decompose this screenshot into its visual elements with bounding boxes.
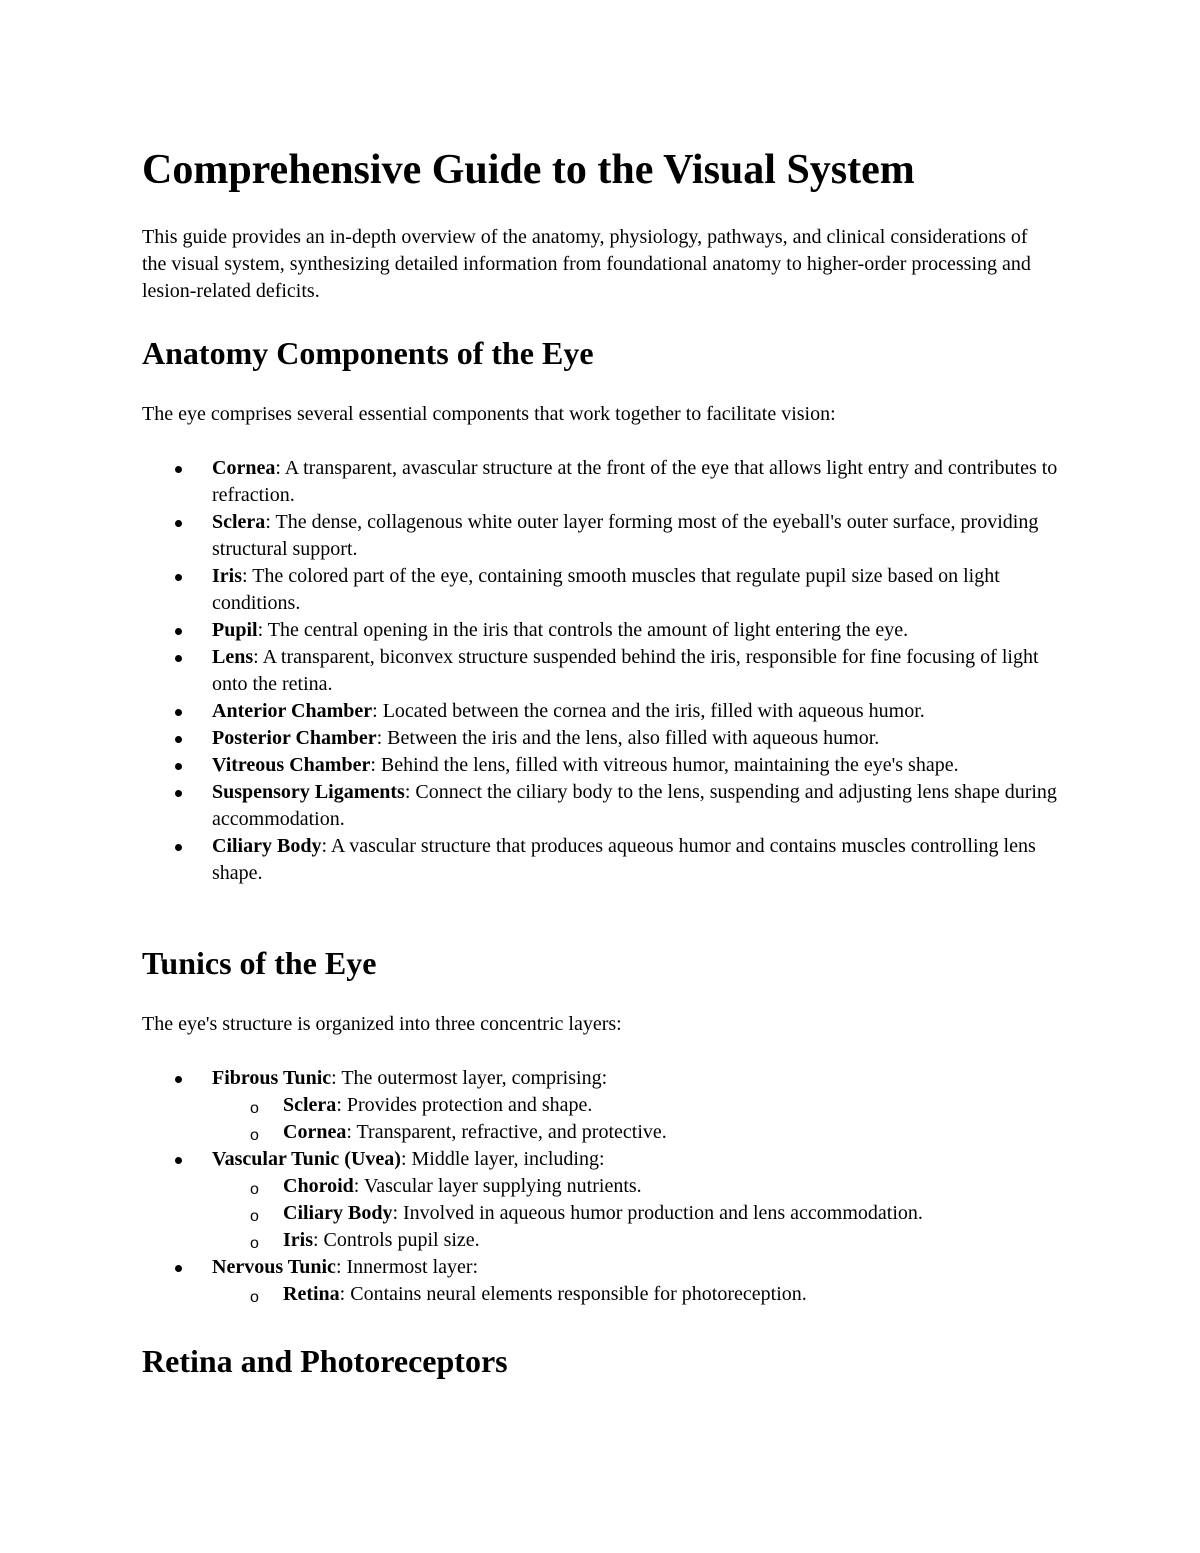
list-item [142, 509, 1062, 563]
term: Vitreous Chamber [212, 754, 371, 776]
description: : A transparent, biconvex structure suspended behind the iris, responsible for fine focusing of light onto the retina. [212, 646, 1039, 695]
circle-bullet-icon: o [250, 1289, 259, 1306]
description: : The colored part of the eye, containing smooth muscles that regulate pupil size based on light conditions. [212, 565, 1000, 614]
term: Cornea [212, 457, 276, 479]
bullet-icon [175, 844, 182, 851]
circle-bullet-icon: o [250, 1100, 259, 1117]
sub-list [212, 1092, 1062, 1146]
description: : Located between the cornea and the iris, filled with aqueous humor. [372, 700, 925, 722]
sub-list [212, 1173, 1062, 1254]
sub-list-item [212, 1119, 1062, 1146]
term: Anterior Chamber [212, 700, 373, 722]
list-item [142, 779, 1062, 833]
section-heading-anatomy: Anatomy Components of the Eye [142, 335, 594, 371]
description: : Connect the ciliary body to the lens, suspending and adjusting lens shape during accommodation. [212, 781, 1057, 830]
term: Nervous Tunic [212, 1256, 336, 1278]
tunics-lead: The eye's structure is organized into three concentric layers: [142, 1013, 622, 1035]
term: Retina [283, 1283, 340, 1305]
description: : Behind the lens, filled with vitreous humor, maintaining the eye's shape. [370, 754, 959, 776]
bullet-icon [175, 628, 182, 635]
bullet-icon [175, 1157, 182, 1164]
description: : Transparent, refractive, and protective. [346, 1121, 667, 1143]
term: Iris [212, 565, 242, 587]
description: : Vascular layer supplying nutrients. [353, 1175, 642, 1197]
list-item [142, 1146, 1062, 1254]
term: Iris [283, 1229, 313, 1251]
sub-list [212, 1281, 1062, 1308]
section-heading-retina: Retina and Photoreceptors [142, 1343, 508, 1379]
bullet-icon [175, 466, 182, 473]
circle-bullet-icon: o [250, 1181, 259, 1198]
anatomy-lead: The eye comprises several essential components that work together to facilitate vision: [142, 403, 836, 425]
list-item [142, 698, 1062, 725]
bullet-icon [175, 763, 182, 770]
description: : Middle layer, including: [400, 1148, 605, 1170]
list-item [142, 455, 1062, 509]
description: : The central opening in the iris that controls the amount of light entering the eye. [257, 619, 909, 641]
description: : Innermost layer: [335, 1256, 479, 1278]
bullet-icon [175, 655, 182, 662]
sub-list-item [212, 1173, 1062, 1200]
term: Suspensory Ligaments [212, 781, 405, 803]
bullet-icon [175, 1076, 182, 1083]
description: : Involved in aqueous humor production and lens accommodation. [392, 1202, 923, 1224]
term: Ciliary Body [283, 1202, 393, 1224]
anatomy-list [142, 455, 1062, 887]
list-item [142, 833, 1062, 887]
sub-list-item [212, 1092, 1062, 1119]
term: Fibrous Tunic [212, 1067, 332, 1089]
description: : Provides protection and shape. [336, 1094, 593, 1116]
description: : Contains neural elements responsible for photoreception. [339, 1283, 807, 1305]
term: Vascular Tunic (Uvea) [212, 1148, 401, 1170]
list-item [142, 1254, 1062, 1308]
list-item [142, 725, 1062, 752]
description: : The outermost layer, comprising: [331, 1067, 608, 1089]
list-item [142, 617, 1062, 644]
sub-list-item [212, 1200, 1062, 1227]
list-item [142, 752, 1062, 779]
bullet-icon [175, 736, 182, 743]
term: Choroid [283, 1175, 354, 1197]
description: : Controls pupil size. [313, 1229, 480, 1251]
circle-bullet-icon: o [250, 1235, 259, 1252]
description: : The dense, collagenous white outer layer forming most of the eyeball's outer surface, providing structural support. [212, 511, 1039, 560]
sub-list-item [212, 1227, 1062, 1254]
intro-paragraph: This guide provides an in-depth overview of the anatomy, physiology, pathways, and clinical considerations of the visual system, synthesizing detailed information from foundational anatomy to higher-order processing and lesion-related deficits. [142, 226, 1031, 302]
bullet-icon [175, 574, 182, 581]
page-title: Comprehensive Guide to the Visual System [142, 147, 915, 193]
term: Sclera [212, 511, 266, 533]
list-item [142, 644, 1062, 698]
description: : Between the iris and the lens, also filled with aqueous humor. [376, 727, 880, 749]
list-item [142, 563, 1062, 617]
term: Cornea [283, 1121, 347, 1143]
bullet-icon [175, 520, 182, 527]
bullet-icon [175, 790, 182, 797]
sub-list-item [212, 1281, 1062, 1308]
term: Pupil [212, 619, 258, 641]
description: : A vascular structure that produces aqueous humor and contains muscles controlling lens shape. [212, 835, 1036, 884]
term: Posterior Chamber [212, 727, 377, 749]
section-heading-tunics: Tunics of the Eye [142, 945, 377, 981]
tunics-list [142, 1065, 1062, 1308]
term: Sclera [283, 1094, 337, 1116]
description: : A transparent, avascular structure at the front of the eye that allows light entry and contributes to refraction. [212, 457, 1058, 506]
circle-bullet-icon: o [250, 1127, 259, 1144]
bullet-icon [175, 1265, 182, 1272]
term: Ciliary Body [212, 835, 322, 857]
list-item [142, 1065, 1062, 1146]
term: Lens [212, 646, 254, 668]
circle-bullet-icon: o [250, 1208, 259, 1225]
bullet-icon [175, 709, 182, 716]
